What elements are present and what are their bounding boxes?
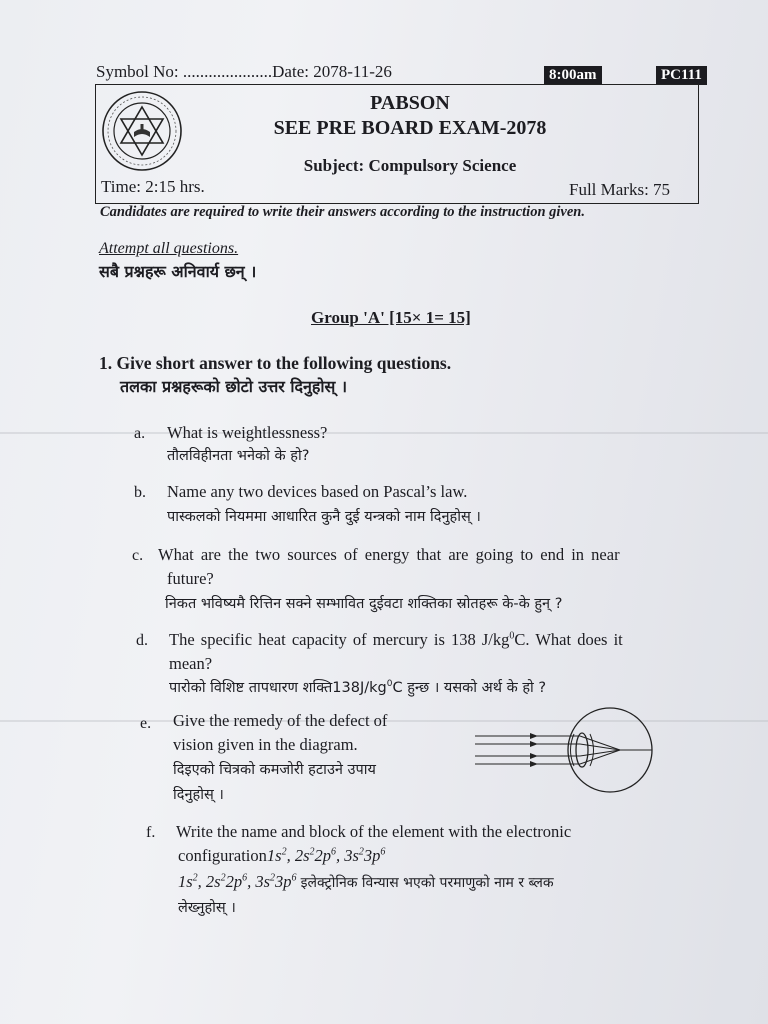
subq-d-np-b: C हुन्छ । यसको अर्थ के हो ? [392,680,547,696]
subq-b-text: Name any two devices based on Pascal’s law. [167,482,468,501]
symbol-number-field: Symbol No: ..................... [96,62,273,81]
subq-f-np-2: लेख्नुहोस् । [178,900,236,916]
subq-d-text-2: mean? [169,654,213,673]
electronic-config-2: $1s^2$, $2s^22p^6$, $3s^23p^6$ [178,872,297,891]
exam-title: SEE PRE BOARD EXAM-2078 [273,117,547,139]
subq-a-np: तौलविहीनता भनेको के हो? [167,448,310,464]
subq-c-np: निकत भविष्यमै रित्तिन सक्ने सम्भावित दुईवटा शक्तिका स्रोतहरू के-के हुन् ? [165,596,563,612]
subq-b-np: पास्कलको नियममा आधारित कुनै दुई यन्त्रको नाम दिनुहोस् । [167,509,481,525]
configuration-word: configuration [178,846,267,865]
subq-f-text-2 [178,846,385,866]
question-1-title: 1. Give short answer to the following questions. [99,353,452,373]
instruction-text: Candidates are required to write their answers according to the instruction given. [100,204,585,220]
attempt-all-en: Attempt all questions. [99,240,239,257]
subq-d-text-1a: The specific heat capacity of mercury is 138 J/kg [169,630,510,649]
subq-e-text-2: vision given in the diagram. [173,735,358,754]
degree-sup: 0 [509,630,515,642]
subq-c-text-2: future? [167,569,214,588]
question-1-np: तलका प्रश्नहरूको छोटो उत्तर दिनुहोस् । [120,377,348,396]
attempt-all-np: सबै प्रश्नहरू अनिवार्य छन् । [99,262,257,281]
subq-d-text-1 [169,630,623,650]
subq-d-text-1b: C. What does it [514,630,623,649]
full-marks: Full Marks: 75 [569,180,671,199]
group-title: Group 'A' [15× 1= 15] [311,308,471,327]
electronic-config: $1s^2$, $2s^22p^6$, $3s^23p^6$ [266,846,386,865]
subq-e-text-1: Give the remedy of the defect of [173,711,388,730]
subject-title: Subject: Compulsory Science [303,156,517,175]
subq-e-np-1: दिइएको चित्रको कमजोरी हटाउने उपाय [173,762,376,778]
time-tag: 8:00am [544,66,602,85]
subq-c-label: c. [132,547,144,564]
exam-date: Date: 2078-11-26 [272,62,392,81]
paper-fold [0,432,768,434]
school-name: PABSON [370,92,450,114]
subq-f-np: इलेक्ट्रोनिक विन्यास भएको परमाणुको नाम र ब्लक [300,875,554,891]
subq-e-np-2: दिनुहोस् । [173,787,224,803]
eye-defect-diagram [470,706,665,794]
subq-f-text-1: Write the name and block of the element with the electronic [176,822,572,841]
subq-f-label: f. [146,824,156,841]
subq-d-np-a: पारोको विशिष्ट तापधारण शक्ति138J/kg [169,680,387,696]
subq-e-label: e. [140,715,152,732]
subq-b-label: b. [134,484,146,501]
subq-d-np [169,677,546,697]
exam-time: Time: 2:15 hrs. [101,177,205,196]
subq-a-text: What is weightlessness? [167,423,328,442]
subq-f-np-line [178,872,554,892]
subq-c-text-1: What are the two sources of energy that are going to end in near [158,545,620,564]
symbol-date-line [96,62,392,82]
degree-sup-np: 0 [386,679,393,690]
subq-a-label: a. [134,425,146,442]
code-tag: PC111 [656,66,707,85]
subq-d-label: d. [136,632,148,649]
